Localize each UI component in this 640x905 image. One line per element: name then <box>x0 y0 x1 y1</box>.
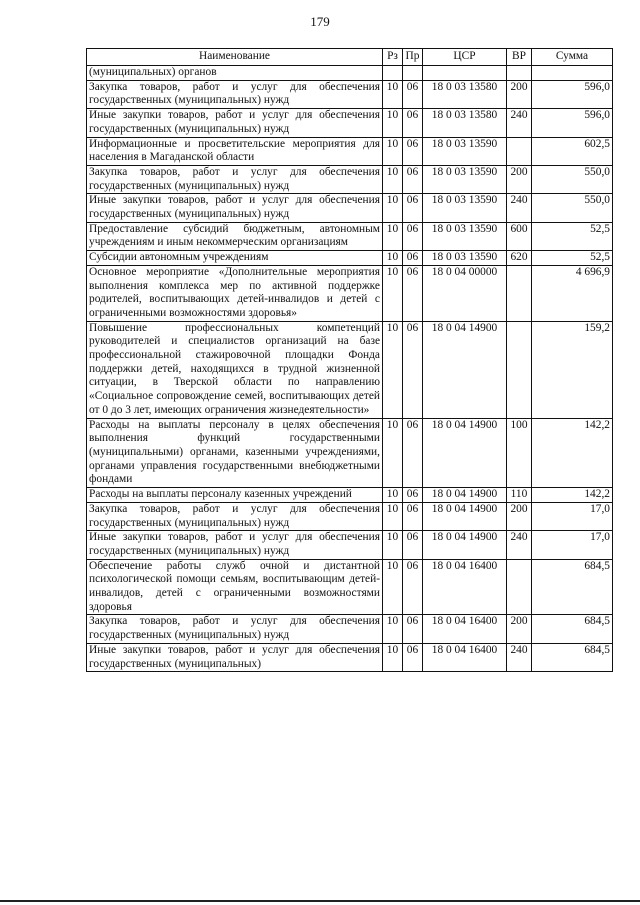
row-name: Закупка товаров, работ и услуг для обеспечения государственных (муниципальных) нужд <box>87 615 383 643</box>
row-sum: 596,0 <box>532 80 613 108</box>
row-vr <box>507 66 532 81</box>
row-sum: 550,0 <box>532 194 613 222</box>
row-sum: 684,5 <box>532 615 613 643</box>
row-pr: 06 <box>403 418 423 488</box>
row-csr: 18 0 04 16400 <box>423 559 507 615</box>
row-csr: 18 0 04 14900 <box>423 321 507 418</box>
row-rz: 10 <box>383 488 403 503</box>
budget-table <box>86 48 613 672</box>
row-vr: 600 <box>507 222 532 250</box>
row-vr: 200 <box>507 615 532 643</box>
row-name: Повышение профессиональных компетенций руководителей и специалистов организаций на базе профессиональной стажировочной площадки Фонда поддержки детей, находящихся в трудной жизненной ситуации, в Тверской области по направлению «Социальное сопровождение семей, воспитывающих детей от 0 до 3 лет, имеющих ограничения жизнедеятельности» <box>87 321 383 418</box>
page-bottom-edge <box>0 900 640 902</box>
table-row <box>87 66 613 81</box>
table-row <box>87 265 613 321</box>
row-rz: 10 <box>383 559 403 615</box>
row-pr: 06 <box>403 265 423 321</box>
row-sum: 4 696,9 <box>532 265 613 321</box>
table-row <box>87 488 613 503</box>
row-pr: 06 <box>403 165 423 193</box>
row-sum: 142,2 <box>532 488 613 503</box>
table-row <box>87 321 613 418</box>
row-pr: 06 <box>403 194 423 222</box>
row-vr: 240 <box>507 531 532 559</box>
row-pr: 06 <box>403 321 423 418</box>
row-pr: 06 <box>403 109 423 137</box>
row-rz: 10 <box>383 109 403 137</box>
table-row <box>87 194 613 222</box>
row-sum: 684,5 <box>532 559 613 615</box>
table-row <box>87 109 613 137</box>
table-row <box>87 165 613 193</box>
row-sum: 17,0 <box>532 531 613 559</box>
row-vr: 240 <box>507 194 532 222</box>
row-csr: 18 0 03 13580 <box>423 109 507 137</box>
row-vr <box>507 137 532 165</box>
row-sum: 52,5 <box>532 251 613 266</box>
row-rz: 10 <box>383 615 403 643</box>
row-vr: 110 <box>507 488 532 503</box>
row-csr: 18 0 04 16400 <box>423 615 507 643</box>
row-name: Иные закупки товаров, работ и услуг для обеспечения государственных (муниципальных) нужд <box>87 109 383 137</box>
row-sum: 602,5 <box>532 137 613 165</box>
row-name: Иные закупки товаров, работ и услуг для обеспечения государственных (муниципальных) нужд <box>87 531 383 559</box>
row-sum: 142,2 <box>532 418 613 488</box>
table-row <box>87 502 613 530</box>
row-name: Расходы на выплаты персоналу казенных учреждений <box>87 488 383 503</box>
row-vr <box>507 559 532 615</box>
header-rz: Рз <box>383 49 403 66</box>
row-pr: 06 <box>403 488 423 503</box>
row-sum: 596,0 <box>532 109 613 137</box>
row-name: Основное мероприятие «Дополнительные мероприятия выполнения комплекса мер по активной поддержке родителей, воспитывающих детей-инвалидов и детей с ограниченными возможностями здоровья» <box>87 265 383 321</box>
row-rz: 10 <box>383 165 403 193</box>
table-row <box>87 222 613 250</box>
table-row <box>87 80 613 108</box>
header-sum: Сумма <box>532 49 613 66</box>
header-name: Наименование <box>87 49 383 66</box>
table-body <box>87 66 613 672</box>
row-pr: 06 <box>403 80 423 108</box>
row-name: Информационные и просветительские мероприятия для населения в Магаданской области <box>87 137 383 165</box>
row-sum <box>532 66 613 81</box>
row-name: Закупка товаров, работ и услуг для обеспечения государственных (муниципальных) нужд <box>87 165 383 193</box>
table-row <box>87 643 613 671</box>
row-csr: 18 0 04 14900 <box>423 531 507 559</box>
row-csr: 18 0 04 00000 <box>423 265 507 321</box>
table-row <box>87 137 613 165</box>
table-row <box>87 615 613 643</box>
row-pr: 06 <box>403 643 423 671</box>
row-rz: 10 <box>383 418 403 488</box>
row-name: Иные закупки товаров, работ и услуг для обеспечения государственных (муниципальных) нужд <box>87 194 383 222</box>
row-csr: 18 0 04 14900 <box>423 502 507 530</box>
row-csr: 18 0 04 14900 <box>423 488 507 503</box>
row-rz: 10 <box>383 643 403 671</box>
row-csr: 18 0 03 13590 <box>423 222 507 250</box>
row-rz: 10 <box>383 265 403 321</box>
row-vr: 240 <box>507 109 532 137</box>
row-vr: 200 <box>507 165 532 193</box>
row-name: Иные закупки товаров, работ и услуг для обеспечения государственных (муниципальных) <box>87 643 383 671</box>
row-name: Обеспечение работы служб очной и дистантной психологической помощи семьям, воспитывающим детей-инвалидов, детей с ограниченными возможностями здоровья <box>87 559 383 615</box>
row-csr: 18 0 04 16400 <box>423 643 507 671</box>
row-rz: 10 <box>383 80 403 108</box>
row-csr: 18 0 03 13590 <box>423 165 507 193</box>
row-rz: 10 <box>383 222 403 250</box>
row-csr: 18 0 04 14900 <box>423 418 507 488</box>
row-name: Предоставление субсидий бюджетным, автономным учреждениям и иным некоммерческим организациям <box>87 222 383 250</box>
table-row <box>87 418 613 488</box>
row-sum: 684,5 <box>532 643 613 671</box>
row-rz: 10 <box>383 194 403 222</box>
row-name: Расходы на выплаты персоналу в целях обеспечения выполнения функций государственными (муниципальными) органами, казенными учреждениями, органами управления государственными внебюджетными фондами <box>87 418 383 488</box>
row-sum: 17,0 <box>532 502 613 530</box>
row-rz: 10 <box>383 321 403 418</box>
row-pr: 06 <box>403 559 423 615</box>
row-vr: 100 <box>507 418 532 488</box>
row-rz: 10 <box>383 531 403 559</box>
row-rz <box>383 66 403 81</box>
row-rz: 10 <box>383 251 403 266</box>
row-csr: 18 0 03 13590 <box>423 137 507 165</box>
row-sum: 52,5 <box>532 222 613 250</box>
row-pr: 06 <box>403 222 423 250</box>
row-sum: 159,2 <box>532 321 613 418</box>
row-csr: 18 0 03 13580 <box>423 80 507 108</box>
header-vr: ВР <box>507 49 532 66</box>
row-vr <box>507 265 532 321</box>
row-vr: 240 <box>507 643 532 671</box>
row-vr: 200 <box>507 80 532 108</box>
row-name: (муниципальных) органов <box>87 66 383 81</box>
row-csr <box>423 66 507 81</box>
row-vr <box>507 321 532 418</box>
row-rz: 10 <box>383 502 403 530</box>
table-row <box>87 559 613 615</box>
row-vr: 200 <box>507 502 532 530</box>
row-pr: 06 <box>403 502 423 530</box>
row-rz: 10 <box>383 137 403 165</box>
row-csr: 18 0 03 13590 <box>423 251 507 266</box>
header-pr: Пр <box>403 49 423 66</box>
row-pr: 06 <box>403 251 423 266</box>
row-pr: 06 <box>403 137 423 165</box>
row-vr: 620 <box>507 251 532 266</box>
row-sum: 550,0 <box>532 165 613 193</box>
row-pr: 06 <box>403 531 423 559</box>
row-name: Субсидии автономным учреждениям <box>87 251 383 266</box>
header-csr: ЦСР <box>423 49 507 66</box>
row-pr <box>403 66 423 81</box>
page-number: 179 <box>310 14 330 29</box>
row-name: Закупка товаров, работ и услуг для обеспечения государственных (муниципальных) нужд <box>87 502 383 530</box>
row-pr: 06 <box>403 615 423 643</box>
row-csr: 18 0 03 13590 <box>423 194 507 222</box>
table-row <box>87 251 613 266</box>
table-header-row <box>87 49 613 66</box>
row-name: Закупка товаров, работ и услуг для обеспечения государственных (муниципальных) нужд <box>87 80 383 108</box>
table-row <box>87 531 613 559</box>
